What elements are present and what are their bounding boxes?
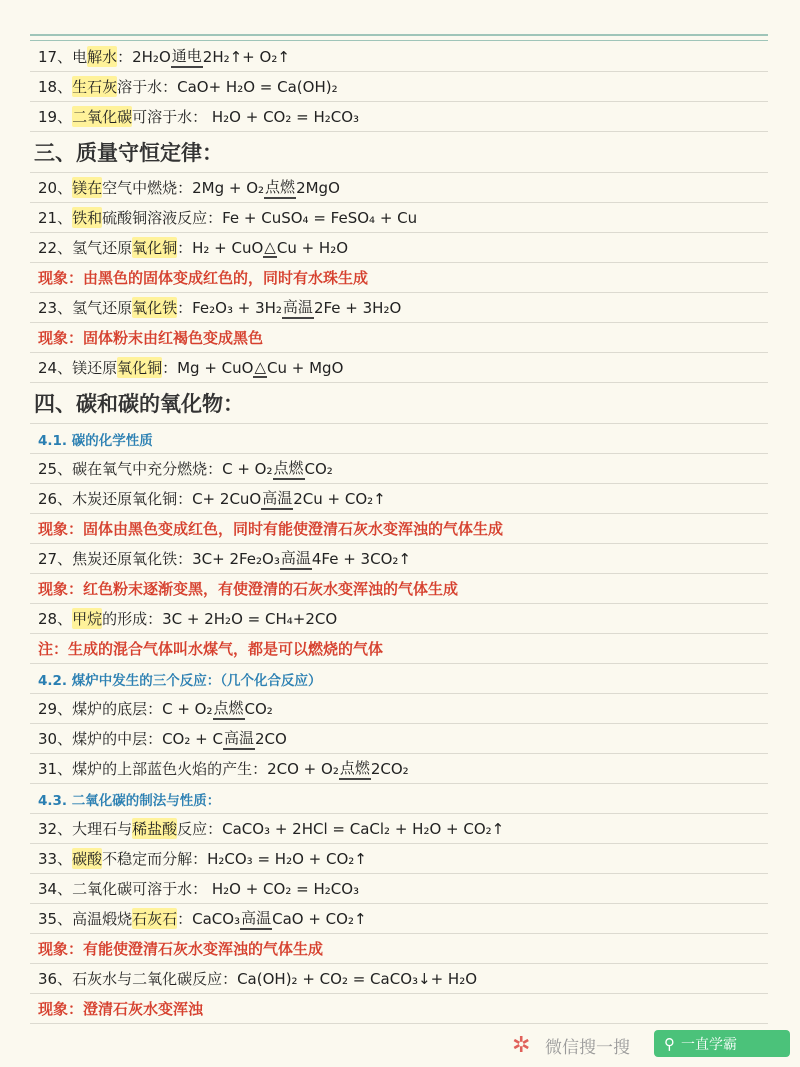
reaction-condition: △ [264, 237, 276, 256]
equation-text: 23、氢气还原 [38, 299, 133, 317]
equation-text: 30、煤炉的中层：CO₂ + C [38, 730, 223, 748]
equation-text: 可溶于水： H₂O + CO₂ = H₂CO₃ [132, 108, 360, 126]
content-list [30, 42, 768, 1024]
reaction-condition: 高温 [280, 547, 312, 570]
reaction-condition: 点燃 [339, 757, 371, 780]
equation-row [30, 173, 768, 203]
phenomenon-note: 注：生成的混合气体叫水煤气，都是可以燃烧的气体 [30, 634, 768, 664]
reaction-condition: 高温 [223, 727, 255, 750]
equation-text: 空气中燃烧：2Mg + O₂ [102, 179, 265, 197]
equation-text: ：2H₂O [117, 48, 171, 66]
equation-text: ：Mg + CuO [162, 359, 254, 377]
equation-text: 36、石灰水与二氧化碳反应：Ca(OH)₂ + CO₂ = CaCO₃↓+ H₂O [38, 970, 478, 988]
equation-row [30, 102, 768, 132]
equation-text: 35、高温煅烧 [38, 910, 133, 928]
reaction-condition: 点燃 [264, 176, 296, 199]
highlighted-term: 氧化铜 [117, 359, 163, 377]
highlighted-term: 石灰石 [132, 910, 178, 928]
watermark-text: 微信搜一搜 [545, 1038, 630, 1058]
equation-row [30, 233, 768, 263]
equation-text: 2CO₂ [370, 759, 409, 778]
search-icon: ⚲ [664, 1034, 675, 1053]
equation-text: 22、氢气还原 [38, 239, 133, 257]
equation-text: CO₂ [304, 459, 333, 478]
equation-text: Cu + MgO [267, 358, 344, 377]
equation-row [30, 72, 768, 102]
equation-text: ：CaCO₃ [177, 910, 241, 928]
equation-row [30, 874, 768, 904]
equation-text: 31、煤炉的上部蓝色火焰的产生：2CO + O₂ [38, 760, 339, 778]
equation-text: ：Fe₂O₃ + 3H₂ [177, 299, 282, 317]
reaction-condition: 高温 [261, 487, 293, 510]
highlighted-term: 氧化铜 [132, 239, 178, 257]
equation-text: 18、 [38, 78, 73, 96]
equation-text: 反应：CaCO₃ + 2HCl = CaCl₂ + H₂O + CO₂↑ [177, 820, 505, 838]
equation-text: 4Fe + 3CO₂↑ [311, 549, 411, 568]
subsection-heading: 4.1. 碳的化学性质 [30, 424, 768, 454]
highlighted-term: 氧化铁 [132, 299, 178, 317]
equation-text: 不稳定而分解：H₂CO₃ = H₂O + CO₂↑ [102, 850, 367, 868]
highlighted-term: 二氧化碳 [72, 108, 133, 126]
equation-text: 20、 [38, 179, 73, 197]
highlighted-term: 镁在 [72, 179, 103, 197]
reaction-condition: 高温 [282, 296, 314, 319]
document-page [30, 34, 768, 1024]
equation-text: 的形成：3C + 2H₂O = CH₄+2CO [102, 610, 338, 628]
equation-row [30, 694, 768, 724]
equation-text: 34、二氧化碳可溶于水： H₂O + CO₂ = H₂CO₃ [38, 880, 360, 898]
equation-row [30, 904, 768, 934]
equation-text: 32、大理石与 [38, 820, 133, 838]
equation-row [30, 454, 768, 484]
phenomenon-note: 现象：由黑色的固体变成红色的，同时有水珠生成 [30, 263, 768, 293]
equation-row [30, 293, 768, 323]
top-divider [30, 34, 768, 41]
equation-row [30, 844, 768, 874]
highlighted-term: 解水 [87, 48, 118, 66]
equation-row [30, 964, 768, 994]
equation-text: 17、电 [38, 48, 88, 66]
equation-text: 2Fe + 3H₂O [313, 298, 402, 317]
equation-text: 24、镁还原 [38, 359, 118, 377]
equation-row [30, 724, 768, 754]
equation-text: 溶于水：CaO+ H₂O = Ca(OH)₂ [117, 78, 338, 96]
reaction-condition: 高温 [240, 907, 272, 930]
equation-text: 28、 [38, 610, 73, 628]
equation-row [30, 544, 768, 574]
equation-row [30, 42, 768, 72]
section-heading: 四、碳和碳的氧化物： [30, 383, 768, 424]
highlighted-term: 碳酸 [72, 850, 103, 868]
phenomenon-note: 现象：固体粉末由红褐色变成黑色 [30, 323, 768, 353]
search-badge[interactable] [654, 1030, 790, 1057]
equation-text: 27、焦炭还原氧化铁：3C+ 2Fe₂O₃ [38, 550, 280, 568]
phenomenon-note: 现象：固体由黑色变成红色，同时有能使澄清石灰水变浑浊的气体生成 [30, 514, 768, 544]
equation-text: CO₂ [244, 699, 273, 718]
highlighted-term: 稀盐酸 [132, 820, 178, 838]
equation-row [30, 814, 768, 844]
reaction-condition: 点燃 [213, 697, 245, 720]
phenomenon-note: 现象：澄清石灰水变浑浊 [30, 994, 768, 1024]
equation-text: 33、 [38, 850, 73, 868]
equation-row [30, 604, 768, 634]
phenomenon-note: 现象：红色粉末逐渐变黑，有使澄清的石灰水变浑浊的气体生成 [30, 574, 768, 604]
section-heading: 三、质量守恒定律： [30, 132, 768, 173]
flower-icon: ✲ [512, 1033, 531, 1058]
highlighted-term: 甲烷 [72, 610, 103, 628]
equation-text: 26、木炭还原氧化铜：C+ 2CuO [38, 490, 262, 508]
reaction-condition: 点燃 [273, 457, 305, 480]
equation-row [30, 484, 768, 514]
equation-text: 19、 [38, 108, 73, 126]
equation-row [30, 353, 768, 383]
equation-text: 2CO [254, 729, 287, 748]
equation-text: Cu + H₂O [276, 238, 349, 257]
reaction-condition: △ [254, 357, 267, 376]
equation-text: 29、煤炉的底层：C + O₂ [38, 700, 213, 718]
subsection-heading: 4.2. 煤炉中发生的三个反应：（几个化合反应） [30, 664, 768, 694]
equation-text: 2Cu + CO₂↑ [293, 489, 386, 508]
equation-text: 2MgO [296, 178, 340, 197]
equation-row [30, 203, 768, 233]
reaction-condition: 通电 [171, 45, 203, 68]
highlighted-term: 铁和 [72, 209, 103, 227]
equation-text: CaO + CO₂↑ [272, 909, 367, 928]
subsection-heading: 4.3. 二氧化碳的制法与性质： [30, 784, 768, 814]
badge-label: 一直学霸 [681, 1036, 737, 1053]
highlighted-term: 生石灰 [72, 78, 118, 96]
equation-text: 25、碳在氧气中充分燃烧：C + O₂ [38, 460, 273, 478]
equation-row [30, 754, 768, 784]
equation-text: 2H₂↑+ O₂↑ [202, 47, 290, 66]
equation-text: 21、 [38, 209, 73, 227]
phenomenon-note: 现象：有能使澄清石灰水变浑浊的气体生成 [30, 934, 768, 964]
equation-text: 硫酸铜溶液反应：Fe + CuSO₄ = FeSO₄ + Cu [102, 209, 418, 227]
equation-text: ：H₂ + CuO [177, 239, 264, 257]
